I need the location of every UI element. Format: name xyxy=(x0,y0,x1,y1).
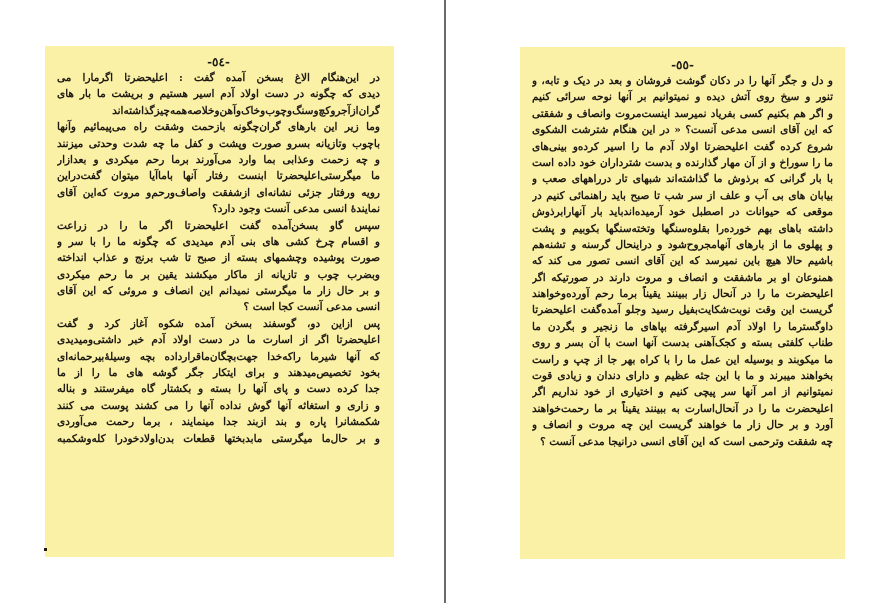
text-line: و دل و جگر آنها را در دکان گوشت فروشان و بعد در دیک و تابه، و xyxy=(532,75,833,87)
text-line: ما میکوبند و بوسیله این عمل ما را با کراه بهر جا از چپ و راست xyxy=(532,353,833,366)
page-body xyxy=(532,73,833,450)
text-line: رویه ورفتار جزئی نشانه‌ای ازشفقت واصاف‌ورحم‌و مروت که‌این آقای xyxy=(57,186,380,199)
text-line: بخود تخصیص‌میدهند و برای ایتکار جگر گوشه های ما را از ما xyxy=(57,367,380,380)
text-line: ما میگرستی‌اعلیحضرتا ابنست رفتار آنها باما‌آیا میتوان گفت‌دراین xyxy=(57,170,380,183)
text-line: بیابان های بی آب و علف از سر شب تا صبح باید راهنمائی کنیم در xyxy=(532,189,833,202)
text-line: شکمشانرا پاره و بند ازبند جدا مینمایند ، برما رحمت می‌آوردی xyxy=(57,416,380,429)
text-line: موقعی که حیوانات در اصطبل خود آرمیده‌اند‌باید بار آنهارا‌برذوش xyxy=(532,206,833,219)
page-number: -٥٤- xyxy=(207,55,230,69)
text-line: در این‌هنگام الاغ بسخن آمده گفت : اعلیحضرتا اگرمارا می xyxy=(57,72,380,84)
text-line: انسی مدعی آنست کجا است ؟ xyxy=(243,301,380,314)
text-line: سپس گاو بسخن‌آمده گفت اعلیحضرتا اگر ما را در زراعت xyxy=(57,219,380,232)
text-line: و بر حال‌ما میگرستی مابدبختها قطعات بدن‌اولادخودرا کله‌وشکمبه xyxy=(57,432,380,445)
text-line: اعلیحضرت ما را در آنحال‌اسارت به ببینند یقیناً بر ما رحمت‌خواهند xyxy=(532,402,833,415)
page-number: -٥٥- xyxy=(671,58,694,72)
text-line: اعلیحضرتا اگر از اسارت ما در دست اولاد آدم خبر داشتی‌ومیدیدی xyxy=(57,334,380,347)
page-body xyxy=(57,70,380,447)
text-line: پس ازاین دو، گوسفند بسخن آمده شکوه آغاز کرد و گفت xyxy=(57,317,380,330)
text-line: گران‌ازآجروکچ‌وسنگ‌وچوب‌وخاک‌وآهن‌وخلاصه‌همه‌چیز‌گذاشته‌اند xyxy=(112,104,380,117)
text-line: با بار گرانی که برذوش ما گذاشته‌اند شبهای تار درراههای صعب و xyxy=(532,173,833,186)
text-line: که آنها شیرما راکه‌خدا جهت‌بچگان‌ما‌قرارداده بچه وسیلهٔ‌بیرحمانه‌ای xyxy=(57,350,380,363)
spread-divider xyxy=(444,0,446,603)
text-line: نمیتوانیم از امر آنها سر پیچی کنیم و اختیاری از خود نداریم اگر xyxy=(532,386,833,399)
text-line: اعلیحضرت ما را در آنحال زار ببینند یقیناً برما رحم آورده‌وخواهند xyxy=(532,288,833,301)
text-line: آورد و بر حال زار ما خواهند گریست این چه مروت و انصاف و xyxy=(532,419,833,432)
text-line: وما زیر این بارهای گران‌چگونه بازحمت وشقت راه می‌پیمائیم وآنها xyxy=(57,121,380,134)
left-page xyxy=(45,46,394,557)
text-line: چه شفقت وترحمی است که این آقای انسی درانیجا مدعی آنست ؟ xyxy=(540,435,833,448)
text-line: دیدی که چگونه در دست اولاد آدم اسیر هستیم و بریشت ما بار های xyxy=(57,88,380,101)
text-line: و زاری و استغاثه آنها گوش نداده آنها را می کشند پوست می کنند xyxy=(57,399,380,412)
text-line: ما را سوراخ و از آن مهار گذارنده و بدست شترداران خود داده است xyxy=(532,156,833,169)
page-corner-mark xyxy=(44,548,47,551)
text-line: شروع کرده گفت اعلیحضرتا اولاد آدم ما را اسیر کرده‌و بینی‌های xyxy=(532,140,833,153)
text-line: باشیم حالا هیچ باین نمیرسد که این آقای انسی تصور می کند که xyxy=(532,255,833,268)
text-line: وبضرب چوب و تازیانه از ماکار میکشند یقین بر ما رحم میکردی xyxy=(57,268,380,281)
text-line: جدا کرده دست و پای آنها را بسته و بکشتار گاه میفرستند و بناله xyxy=(57,383,380,396)
text-line: و اقسام چرخ کشی های بنی آدم میدیدی که چگونه ما را با سر و xyxy=(57,235,380,248)
text-line: بخواهند میبرند و ما با این جثه عظیم و دارای دندان و زیادی قوت xyxy=(532,370,833,383)
text-line: باچوب وتازیانه بسرو صورت وپشت و کفل ما چه شدت وحدتی میزنند xyxy=(57,137,380,150)
right-page xyxy=(520,47,845,559)
text-line: طناب کلفتی بسته و کجک‌آهنی بدست آنها است با آن بسر و روی xyxy=(532,337,833,350)
text-line: تنور و سیخ روی آتش دیده و نمیتوانیم بر آنها نوحه سرائی کنیم xyxy=(532,91,833,104)
text-line: و چه زحمت وعذابی بما وارد می‌آورند برما رحم میکردی و بعدازار xyxy=(57,153,380,166)
text-line: گریست این وقت نوبت‌شکایت‌بفیل رسید وجلو آمده‌گفت اعلیحضرتا xyxy=(532,304,833,317)
text-line: و اگر هم بکنیم کسی بفریاد نمیرسد اینست‌مروت وانصاف و شفقتی xyxy=(532,107,833,120)
text-line: و پهلوی ما از بارهای آنها‌مجروح‌شود و دراینحال گرسنه و تشنه‌هم xyxy=(532,238,833,251)
text-line: همنوعان او بر ماشفقت و انصاف و مروت دارند در صورتیکه اگر xyxy=(532,271,833,284)
text-line: و بر حال زار ما میگرستی ‌نمیدانم این انصاف و مروئی که این آقای xyxy=(57,285,380,298)
text-line: نماینده‌ٔ انسی مدعی آنست وجود دارد؟ xyxy=(212,203,380,216)
text-line: داوگستر‌ما را اولاد آدم اسیر‌گرفته بپاهای ما زنجیر و بگردن ما xyxy=(532,320,833,333)
text-line: صورت پوشیده وچشمهای بسته از صبح تا شب برنج و عذاب انداخته xyxy=(57,252,380,265)
text-line: داشته باهای بهم خورده‌را بقلوه‌سنگها وتخته‌سنگها بکوبیم و پشت xyxy=(532,222,833,235)
text-line: که این آقای انسی مدعی آنست؟ « در این هنگام شترشت الشکوی xyxy=(532,124,833,137)
